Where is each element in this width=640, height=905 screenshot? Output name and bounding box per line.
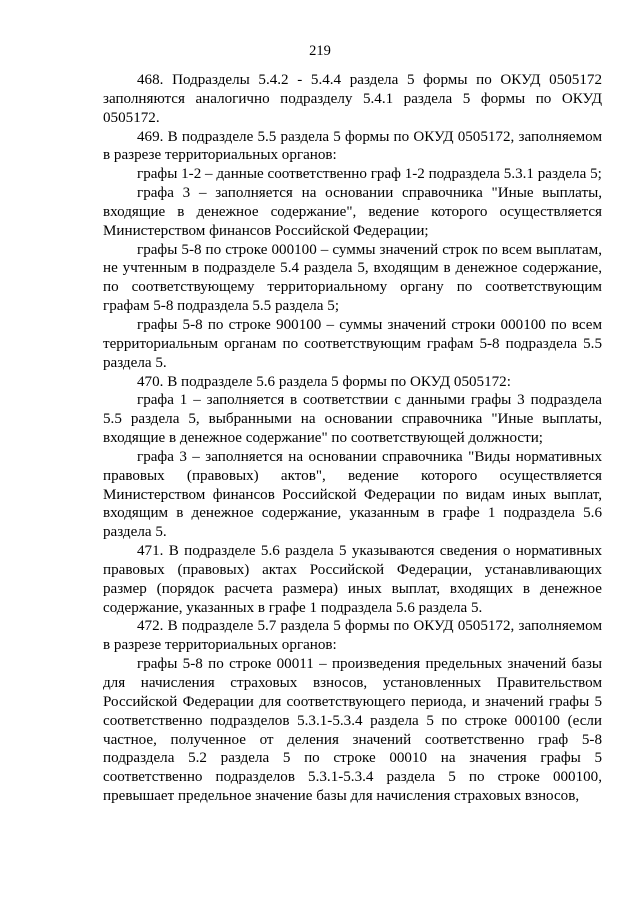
paragraph-471: 471. В подразделе 5.6 раздела 5 указываются сведения о нормативных правовых (правовых) актах Российской Федерации, устанавливающих размер (порядок расчета размера) иных выплат, входящих в денежное содержание, указанных в графе 1 подраздела 5.6 раздела 5.: [103, 543, 602, 616]
paragraph-472: 472. В подразделе 5.7 раздела 5 формы по ОКУД 0505172, заполняемом в разрезе территориальных органов:: [103, 618, 602, 654]
paragraph-470-column-1: графа 1 – заполняется в соответствии с данными графы 3 подраздела 5.5 раздела 5, выбранными на основании справочника "Иные выплаты, входящие в денежное содержание" по соответствующей должности;: [103, 392, 602, 447]
document-body: [103, 71, 602, 806]
paragraph-469-row-000100: графы 5-8 по строке 000100 – суммы значений строк по всем выплатам, не учтенным в подразделе 5.4 раздела 5, входящим в денежное содержание, по соответствующему территориальному органу по соответствующим графам 5-8 подраздела 5.5 раздела 5;: [103, 241, 602, 315]
paragraph-472-row-00011: графы 5-8 по строке 00011 – произведения предельных значений базы для начисления страховых взносов, установленных Правительством Российской Федерации для соответствующего периода, и значений графы 5 соответственно подразделов 5.3.1-5.3.4 раздела 5 по строке 000100 (если частное, полученное от деления значений соответственно граф 5-8 подраздела 5.2 раздела 5 по строке 00010 на значения графы 5 соответственно подразделов 5.3.1-5.3.4 раздела 5 по строке 000100, превышает предельное значение базы для начисления страховых взносов,: [103, 656, 602, 805]
paragraph-469-columns-1-2: графы 1-2 – данные соответственно граф 1-2 подраздела 5.3.1 раздела 5;: [137, 166, 602, 183]
paragraph-469-row-900100: графы 5-8 по строке 900100 – суммы значений строки 000100 по всем территориальным органам по соответствующим графам 5-8 подраздела 5.5 раздела 5.: [103, 316, 602, 371]
page-number: 219: [309, 43, 331, 59]
paragraph-469: 469. В подразделе 5.5 раздела 5 формы по ОКУД 0505172, заполняемом в разрезе территориальных органов:: [103, 128, 602, 164]
paragraph-470: 470. В подразделе 5.6 раздела 5 формы по ОКУД 0505172:: [137, 373, 511, 390]
paragraph-470-column-3: графа 3 – заполняется на основании справочника "Виды нормативных правовых (правовых) актов", ведение которого осуществляется Министерством финансов Российской Федерации по видам иных выплат, входящим в денежное содержание, указанным в графе 1 подраздела 5.6 раздела 5.: [103, 448, 602, 541]
paragraph-469-column-3: графа 3 – заполняется на основании справочника "Иные выплаты, входящие в денежное содержание", ведение которого осуществляется Министерством финансов Российской Федерации;: [103, 185, 602, 239]
paragraph-468: 468. Подразделы 5.4.2 - 5.4.4 раздела 5 формы по ОКУД 0505172 заполняются аналогично подразделу 5.4.1 раздела 5 формы по ОКУД 0505172.: [103, 72, 602, 126]
